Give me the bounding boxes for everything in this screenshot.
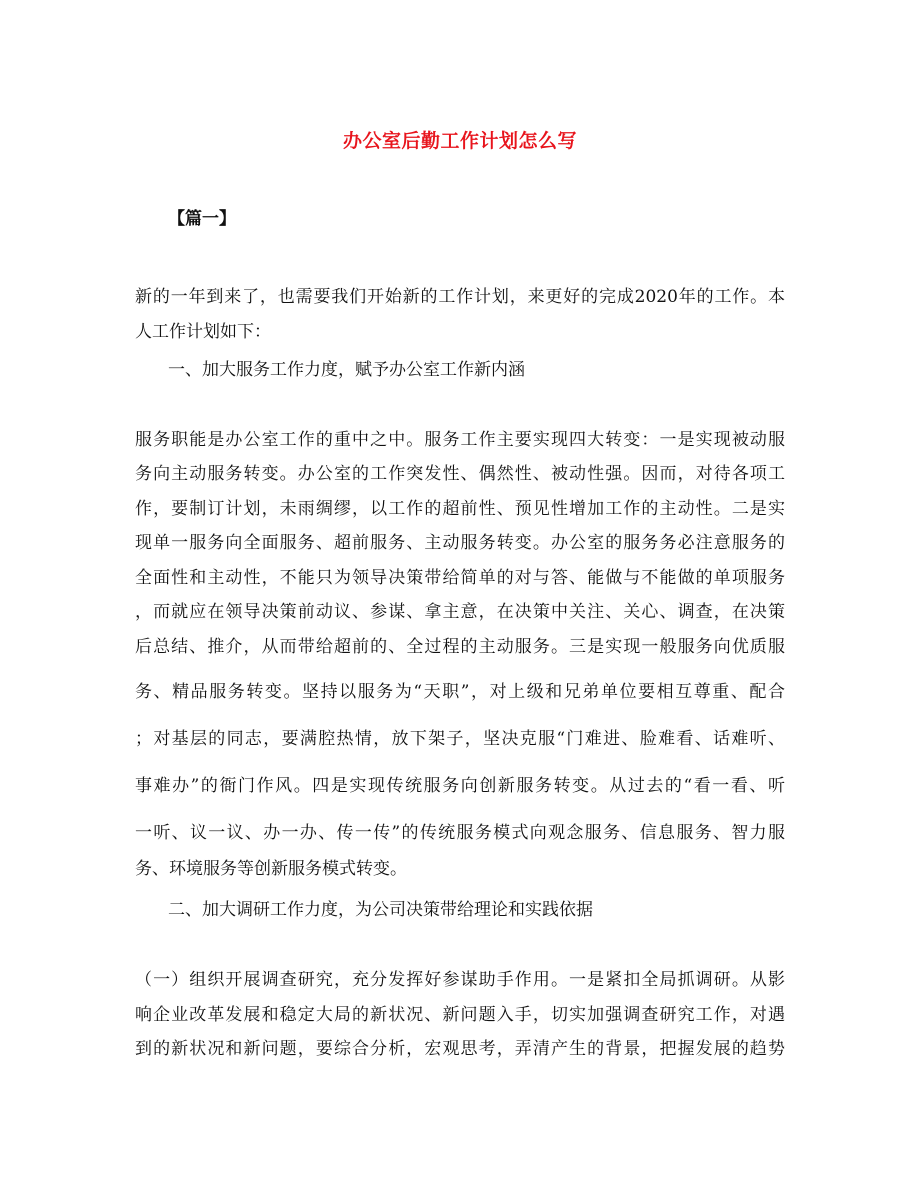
document-title: 办公室后勤工作计划怎么写 [342,130,577,152]
paragraph-line: 事难办”的衙门作风。四是实现传统服务向创新服务转变。从过去的“看一看、听 [135,776,785,796]
subsection-heading: 一、加大服务工作力度，赋予办公室工作新内涵 [168,360,525,380]
paragraph-line: 新的一年到来了，也需要我们开始新的工作计划，来更好的完成2020年的工作。本 [135,287,785,307]
subsection-heading: 二、加大调研工作力度，为公司决策带给理论和实践依据 [168,900,593,920]
paragraph-line: 一听、议一议、办一办、传一传”的传统服务模式向观念服务、信息服务、智力服 [135,823,785,843]
paragraph-line: 务、精品服务转变。坚持以服务为“天职”，对上级和兄弟单位要相互尊重、配合 [135,682,785,702]
paragraph-line: 全面性和主动性，不能只为领导决策带给简单的对与答、能做与不能做的单项服务 [135,568,785,588]
paragraph-line: ；对基层的同志，要满腔热情，放下架子，坚决克服“门难进、脸难看、话难听、 [135,729,785,749]
paragraph-line: 务向主动服务转变。办公室的工作突发性、偶然性、被动性强。因而，对待各项工 [135,464,785,484]
paragraph-line: 到的新状况和新问题，要综合分析，宏观思考，弄清产生的背景，把握发展的趋势 [135,1039,785,1059]
paragraph-line: 务、环境服务等创新服务模式转变。 [135,859,407,879]
paragraph-line: 作，要制订计划，未雨绸缪，以工作的超前性、预见性增加工作的主动性。二是实 [135,499,785,519]
paragraph-line: 响企业改革发展和稳定大局的新状况、新问题入手，切实加强调查研究工作，对遇 [135,1005,785,1025]
paragraph-line: （一）组织开展调查研究，充分发挥好参谋助手作用。一是紧扣全局抓调研。从影 [135,970,785,990]
paragraph-line: 现单一服务向全面服务、超前服务、主动服务转变。办公室的服务务必注意服务的 [135,533,785,553]
section-heading: 【篇一】 [168,209,236,229]
paragraph-line: 人工作计划如下： [135,322,271,342]
paragraph-line: 后总结、推介，从而带给超前的、全过程的主动服务。三是实现一般服务向优质服 [135,637,785,657]
paragraph-line: ，而就应在领导决策前动议、参谋、拿主意，在决策中关注、关心、调查，在决策 [135,602,785,622]
paragraph-line: 服务职能是办公室工作的重中之中。服务工作主要实现四大转变：一是实现被动服 [135,430,785,450]
